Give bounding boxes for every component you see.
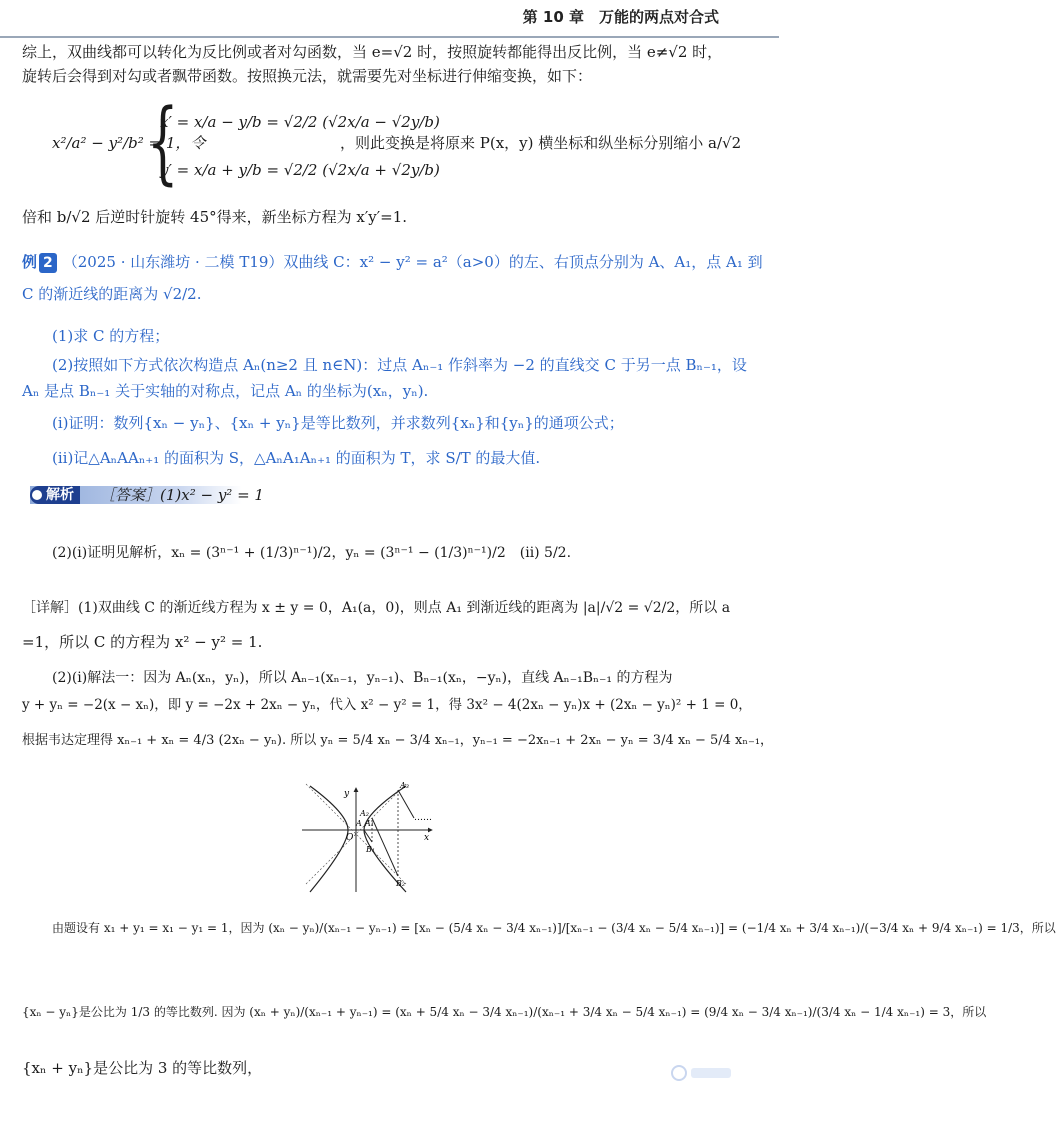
question-2a: (2)按照如下方式依次构造点 Aₙ(n≥2 且 n∈N)：过点 Aₙ₋₁ 作斜率为 −2 的直线交 C 于另一点 Bₙ₋₁，设: [52, 356, 747, 374]
question-1: (1)求 C 的方程；: [52, 327, 170, 345]
transform-description: ，则此变换是将原来 P(x，y) 横坐标和纵坐标分别缩小 a/√2: [340, 134, 742, 152]
solution-dot-icon: [32, 490, 42, 500]
label-x: x: [424, 833, 430, 843]
answer-2: (2)(ⅰ)证明见解析，xₙ = (3ⁿ⁻¹ + (1/3)ⁿ⁻¹)/2，yₙ = (3ⁿ⁻¹ − (1/3)ⁿ⁻¹)/2 (ⅱ) 5/2.: [52, 545, 572, 561]
example-statement: （2025 · 山东潍坊 · 二模 T19）双曲线 C：x² − y² = a²（a>0）的左、右顶点分别为 A、A₁，点 A₁ 到: [62, 253, 763, 271]
watermark-logo-icon: [669, 1058, 739, 1088]
label-o: O: [346, 833, 354, 843]
example-line-2: C 的渐近线的距离为 √2/2.: [22, 285, 202, 303]
example-line-1: [22, 252, 763, 273]
detail-5: 根据韦达定理得 xₙ₋₁ + xₙ = 4/3 (2xₙ − yₙ). 所以 yₙ = 5/4 xₙ − 3/4 xₙ₋₁，yₙ₋₁ = −2xₙ₋₁ + 2xₙ − yₙ = 3/4 xₙ − 5/4 xₙ₋₁，: [22, 733, 774, 748]
intro-line-2: 旋转后会得到对勾或者飘带函数。按照换元法，就需要先对坐标进行伸缩变换，如下：: [22, 67, 593, 85]
hyperbola-equation: x²/a² − y²/b² = 1，令: [52, 134, 206, 152]
chapter-title: 第 10 章 万能的两点对合式: [522, 8, 719, 26]
transform-y: y′ = x/a + y/b = √2/2 (√2x/a + √2y/b): [160, 161, 440, 179]
transform-x: x′ = x/a − y/b = √2/2 (√2x/a − √2y/b): [160, 113, 440, 131]
question-2i: (ⅰ)证明：数列{xₙ − yₙ}、{xₙ + yₙ}是等比数列，并求数列{xₙ}和{yₙ}的通项公式；: [52, 414, 624, 432]
detail-6: 由题设有 x₁ + y₁ = x₁ − y₁ = 1，因为 (xₙ − yₙ)/(xₙ₋₁ − yₙ₋₁) = [xₙ − (5/4 xₙ − 3/4 xₙ₋₁)]/[xₙ₋₁ − (3/4 xₙ − 5/4 xₙ₋₁)] = (−1/4 xₙ + 3/4 xₙ₋₁)/(−3/4 xₙ + 9/4 xₙ₋₁) = 1/3，所以: [52, 921, 1056, 935]
question-2ii: (ⅱ)记△AₙAAₙ₊₁ 的面积为 S，△AₙA₁Aₙ₊₁ 的面积为 T，求 S/T 的最大值.: [52, 449, 541, 467]
label-b2: B₂: [396, 879, 406, 888]
intro-line-1: 综上，双曲线都可以转化为反比例或者对勾函数，当 e=√2 时，按照旋转都能得出反比例，当 e≠√2 时，: [22, 43, 723, 61]
answer-1: ［答案］(1)x² − y² = 1: [100, 486, 264, 504]
label-a1: A₁: [365, 819, 374, 828]
label-b1: B₁: [366, 845, 376, 854]
solution-label: 解析: [30, 486, 80, 504]
detail-4: y + yₙ = −2(x − xₙ)，即 y = −2x + 2xₙ − yₙ，代入 x² − y² = 1，得 3x² − 4(2xₙ − yₙ)x + (2xₙ − yₙ)² + 1 = 0，: [22, 697, 752, 713]
detail-1: ［详解］(1)双曲线 C 的渐近线方程为 x ± y = 0，A₁(a，0)，则点 A₁ 到渐近线的距离为 |a|/√2 = √2/2，所以 a: [22, 600, 731, 616]
system-brace: {: [147, 90, 179, 195]
detail-8: {xₙ + yₙ}是公比为 3 的等比数列，: [22, 1059, 263, 1077]
label-a: A: [356, 819, 362, 828]
left-branch: [310, 786, 348, 892]
label-ellipsis: ……: [414, 813, 432, 823]
label-a2: A₂: [360, 809, 369, 818]
example-label: 例: [22, 253, 38, 271]
detail-3: (2)(ⅰ)解法一：因为 Aₙ(xₙ，yₙ)，所以 Aₙ₋₁(xₙ₋₁，yₙ₋₁)、Bₙ₋₁(xₙ，−yₙ)，直线 Aₙ₋₁Bₙ₋₁ 的方程为: [52, 670, 673, 686]
question-2b: Aₙ 是点 Bₙ₋₁ 关于实轴的对称点，记点 Aₙ 的坐标为(xₙ，yₙ).: [22, 382, 429, 400]
page-header: [0, 0, 779, 38]
label-y: y: [344, 789, 350, 799]
segment-a3-next: [398, 790, 414, 818]
detail-7: {xₙ − yₙ}是公比为 1/3 的等比数列. 因为 (xₙ + yₙ)/(xₙ₋₁ + yₙ₋₁) = (xₙ + 5/4 xₙ − 3/4 xₙ₋₁)/(xₙ₋₁ + 3/4 xₙ − 5/4 xₙ₋₁) = (9/4 xₙ − 3/4 xₙ₋₁)/(3/4 xₙ − 1/4 xₙ₋₁) = 3，所以: [22, 1005, 987, 1019]
hyperbola-figure: [296, 781, 456, 894]
detail-2: =1，所以 C 的方程为 x² − y² = 1.: [22, 633, 263, 651]
example-number-badge: 2: [39, 253, 57, 273]
intro-line-3: 倍和 b/√2 后逆时针旋转 45°得来，新坐标方程为 x′y′=1.: [22, 208, 408, 226]
label-a3: A₃: [400, 781, 409, 790]
